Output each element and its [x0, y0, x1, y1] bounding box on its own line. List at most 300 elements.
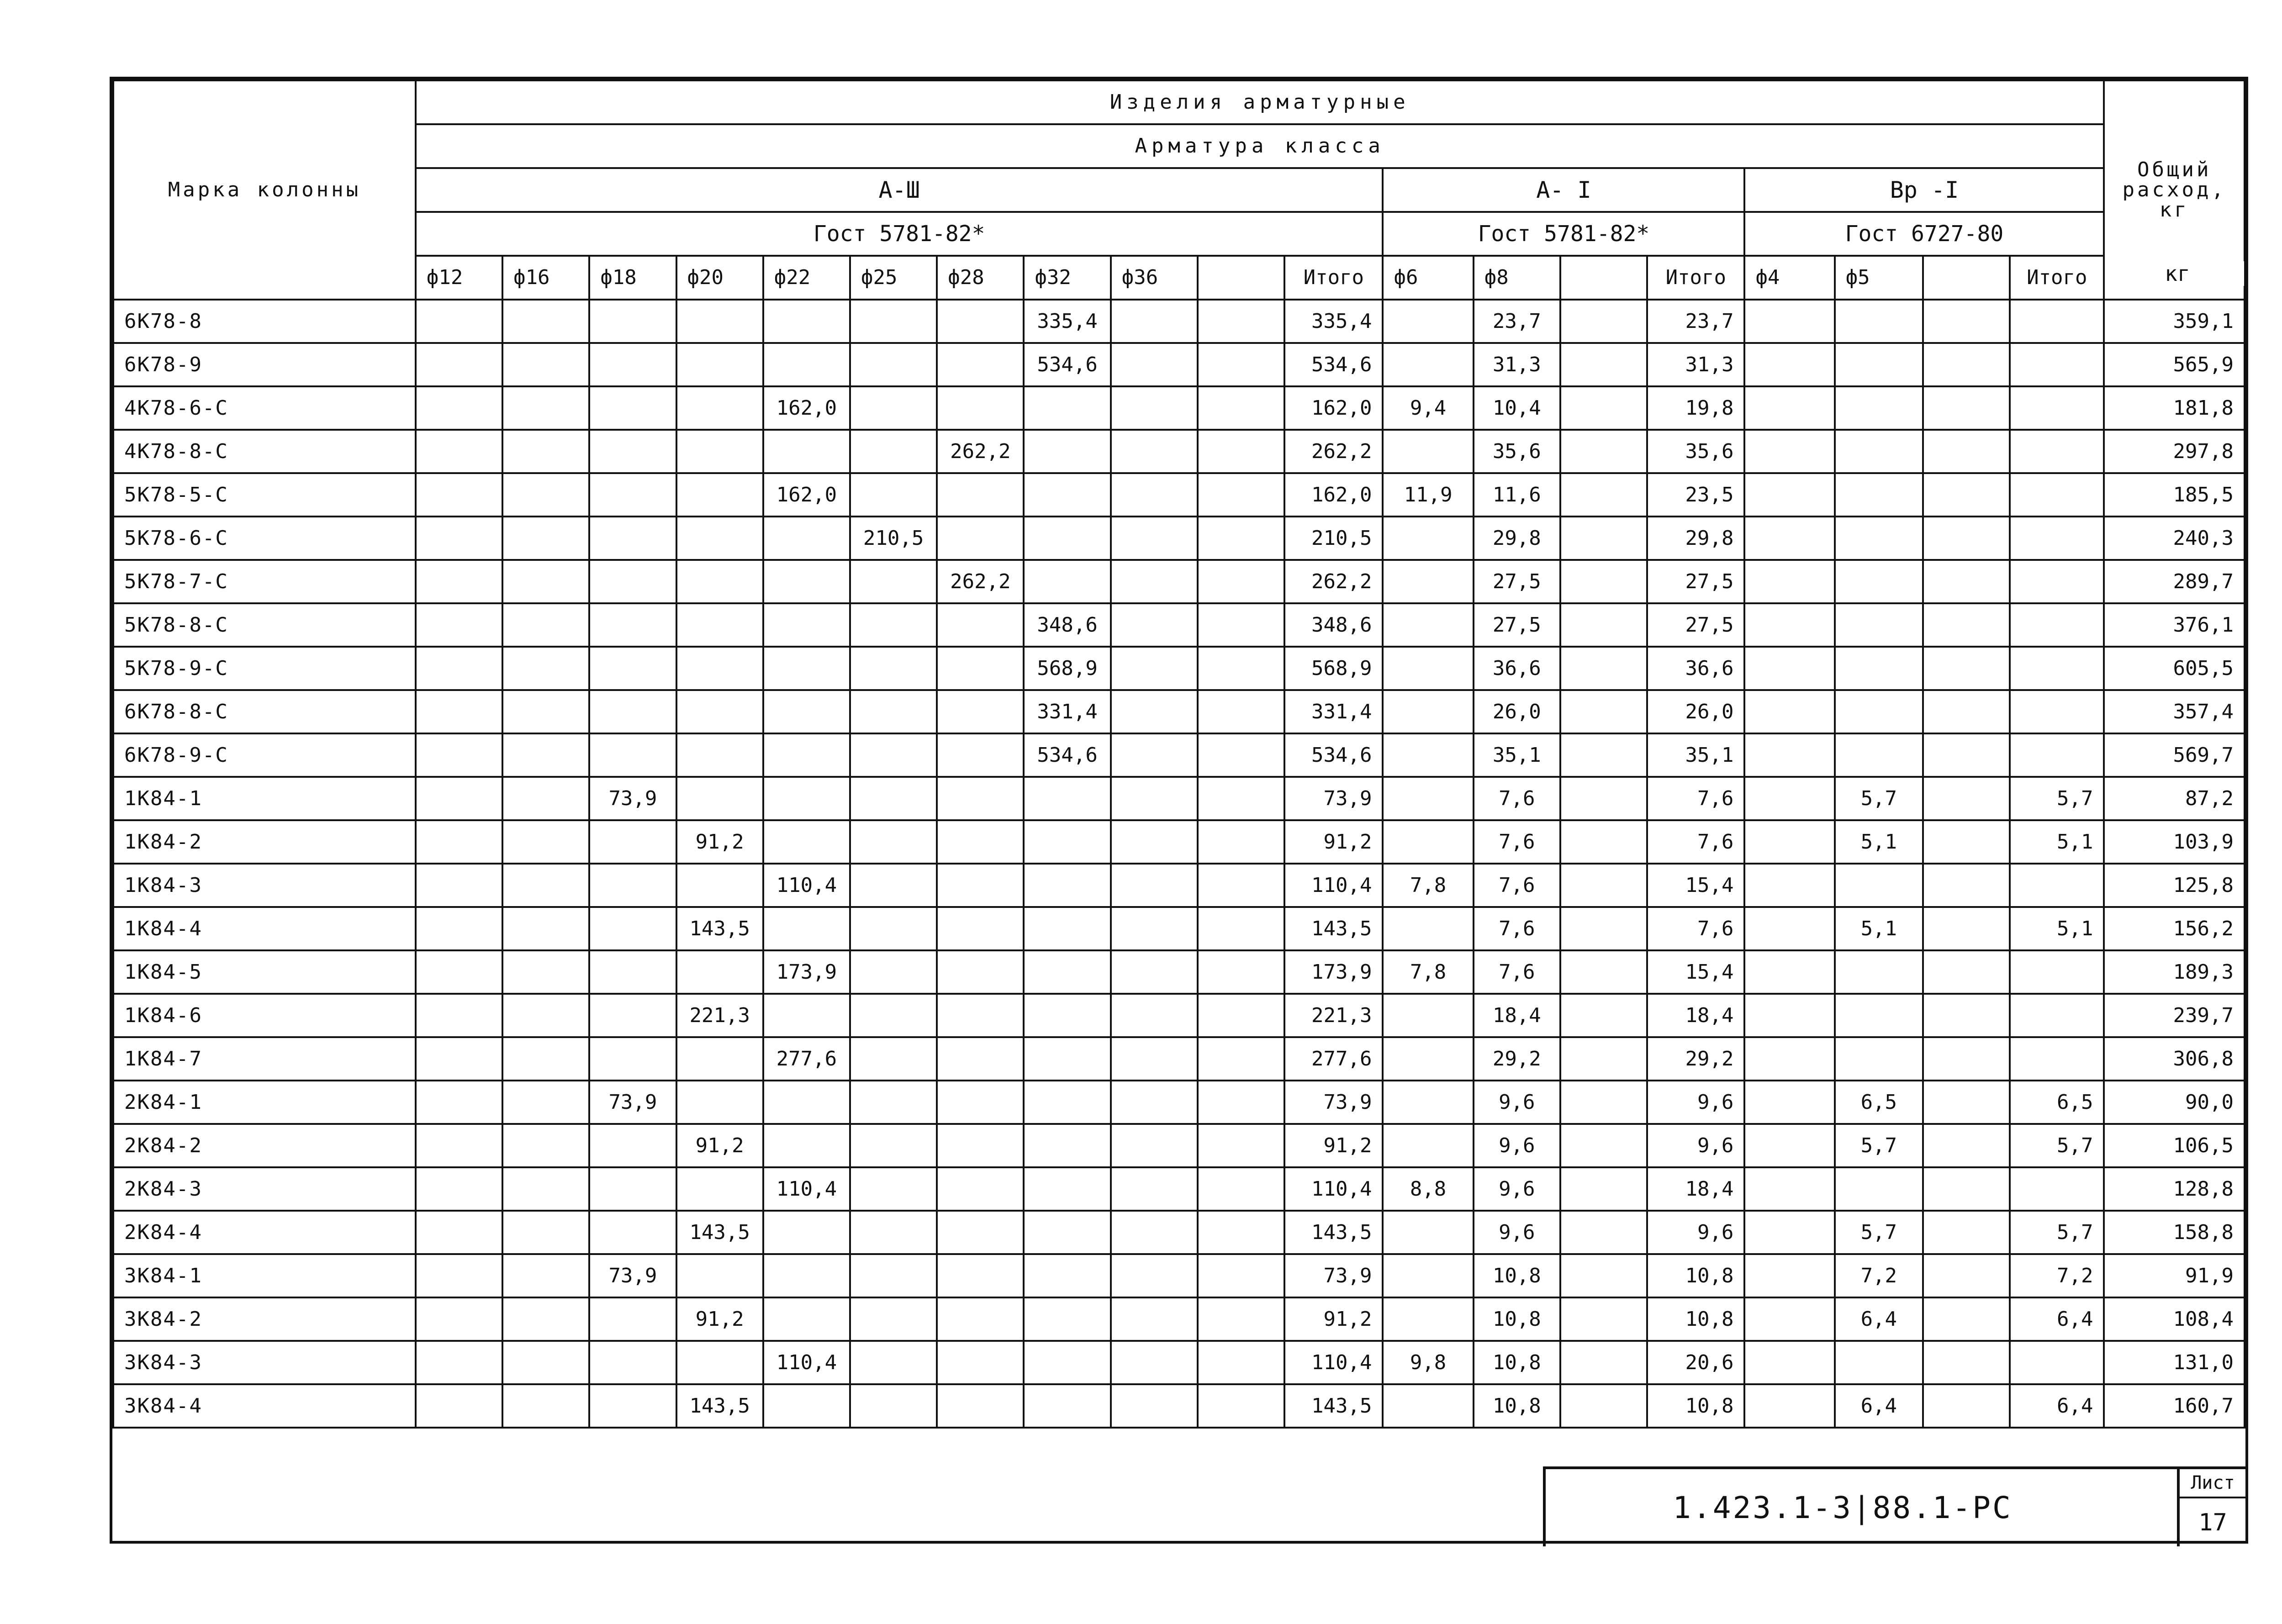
diameter-header: ф28	[937, 256, 1024, 300]
diameter-header: ф36	[1111, 256, 1198, 300]
value-cell	[850, 647, 937, 690]
value-cell	[937, 1167, 1024, 1211]
value-cell	[1835, 690, 1923, 733]
value-cell	[1560, 560, 1647, 603]
value-cell	[502, 1297, 589, 1341]
value-cell	[1383, 1081, 1473, 1124]
value-cell	[1835, 517, 1923, 560]
value-cell	[1111, 864, 1198, 907]
value-cell	[1024, 430, 1110, 473]
value-cell	[850, 1211, 937, 1254]
value-cell: 18,4	[1647, 1167, 1744, 1211]
column-mark-cell: 5К78-9-С	[113, 647, 416, 690]
value-cell	[850, 603, 937, 647]
value-cell	[850, 994, 937, 1037]
value-cell	[1923, 1254, 2010, 1297]
value-cell	[1198, 864, 1284, 907]
value-cell	[850, 300, 937, 343]
value-cell	[2010, 300, 2104, 343]
value-cell: 5,1	[1835, 820, 1923, 864]
diameter-header: ф6	[1383, 256, 1473, 300]
value-cell	[850, 907, 937, 950]
value-cell	[1198, 603, 1284, 647]
value-cell	[1024, 1211, 1110, 1254]
value-cell	[416, 820, 502, 864]
value-cell	[1744, 343, 1834, 386]
value-cell	[1744, 300, 1834, 343]
value-cell	[1835, 343, 1923, 386]
value-cell	[676, 1167, 763, 1211]
value-cell	[1111, 473, 1198, 517]
sheet-number: 17	[2198, 1508, 2227, 1536]
value-cell	[850, 430, 937, 473]
value-cell	[676, 647, 763, 690]
table-row	[113, 1167, 2245, 1211]
value-cell	[937, 473, 1024, 517]
value-cell	[1923, 777, 2010, 820]
value-cell	[676, 950, 763, 994]
value-cell: 27,5	[1474, 603, 1560, 647]
value-cell	[1198, 1081, 1284, 1124]
value-cell	[416, 603, 502, 647]
column-mark-cell: 3К84-1	[113, 1254, 416, 1297]
value-cell	[1383, 647, 1473, 690]
value-cell: 110,4	[1284, 1341, 1383, 1384]
value-cell: 262,2	[1284, 560, 1383, 603]
value-cell	[763, 1081, 850, 1124]
value-cell	[1198, 1297, 1284, 1341]
subtotal-header: Итого	[1647, 256, 1744, 300]
value-cell: 173,9	[1284, 950, 1383, 994]
value-cell	[1923, 1384, 2010, 1428]
value-cell: 221,3	[1284, 994, 1383, 1037]
value-cell	[1198, 1037, 1284, 1081]
value-cell	[1560, 777, 1647, 820]
value-cell	[1198, 820, 1284, 864]
diameter-header: ф12	[416, 256, 502, 300]
value-cell: 262,2	[937, 430, 1024, 473]
value-cell: 331,4	[1024, 690, 1110, 733]
value-cell	[589, 1124, 676, 1167]
value-cell	[1835, 1037, 1923, 1081]
value-cell	[1024, 1081, 1110, 1124]
value-cell	[1111, 907, 1198, 950]
value-cell: 11,6	[1474, 473, 1560, 517]
value-cell	[1744, 1081, 1834, 1124]
value-cell	[2010, 517, 2104, 560]
value-cell	[763, 994, 850, 1037]
value-cell	[676, 1341, 763, 1384]
value-cell	[416, 1167, 502, 1211]
value-cell	[502, 1341, 589, 1384]
value-cell	[937, 864, 1024, 907]
value-cell	[1111, 994, 1198, 1037]
table-row	[113, 560, 2245, 603]
value-cell: 36,6	[1647, 647, 1744, 690]
value-cell	[416, 647, 502, 690]
value-cell	[1111, 1384, 1198, 1428]
sheet-number-box	[2177, 1469, 2246, 1546]
value-cell	[850, 1297, 937, 1341]
value-cell	[1923, 343, 2010, 386]
column-mark-cell: 1К84-2	[113, 820, 416, 864]
value-cell: 26,0	[1647, 690, 1744, 733]
value-cell	[763, 603, 850, 647]
value-cell	[1744, 473, 1834, 517]
total-cell: 106,5	[2104, 1124, 2245, 1167]
value-cell	[1383, 300, 1473, 343]
value-cell	[1111, 950, 1198, 994]
value-cell	[676, 1254, 763, 1297]
value-cell	[1198, 733, 1284, 777]
value-cell	[1560, 1211, 1647, 1254]
value-cell	[937, 517, 1024, 560]
value-cell	[2010, 1037, 2104, 1081]
column-mark-cell: 4К78-6-С	[113, 386, 416, 430]
value-cell: 568,9	[1024, 647, 1110, 690]
value-cell: 18,4	[1474, 994, 1560, 1037]
value-cell	[589, 994, 676, 1037]
value-cell	[416, 733, 502, 777]
value-cell	[416, 1384, 502, 1428]
value-cell	[502, 994, 589, 1037]
value-cell	[1111, 1211, 1198, 1254]
value-cell	[937, 690, 1024, 733]
table-row	[113, 907, 2245, 950]
value-cell	[502, 950, 589, 994]
value-cell: 262,2	[937, 560, 1024, 603]
value-cell	[763, 1384, 850, 1428]
value-cell: 15,4	[1647, 950, 1744, 994]
value-cell	[1198, 777, 1284, 820]
column-mark-cell: 3К84-3	[113, 1341, 416, 1384]
value-cell	[763, 300, 850, 343]
value-cell	[676, 560, 763, 603]
value-cell	[1383, 690, 1473, 733]
value-cell	[2010, 647, 2104, 690]
value-cell	[502, 386, 589, 430]
table-row	[113, 1124, 2245, 1167]
total-cell: 160,7	[2104, 1384, 2245, 1428]
value-cell	[850, 1254, 937, 1297]
products-header: Изделия арматурные	[416, 80, 2104, 124]
value-cell: 31,3	[1647, 343, 1744, 386]
value-cell	[502, 1124, 589, 1167]
value-cell: 27,5	[1474, 560, 1560, 603]
value-cell: 5,7	[1835, 777, 1923, 820]
diameter-header	[1923, 256, 2010, 300]
value-cell	[1383, 994, 1473, 1037]
subtotal-header: Итого	[2010, 256, 2104, 300]
total-cell: 565,9	[2104, 343, 2245, 386]
value-cell	[1198, 994, 1284, 1037]
value-cell: 9,6	[1647, 1081, 1744, 1124]
diameter-header	[1198, 256, 1284, 300]
value-cell	[1835, 950, 1923, 994]
column-mark-cell: 3К84-2	[113, 1297, 416, 1341]
value-cell: 262,2	[1284, 430, 1383, 473]
diameter-header: ф8	[1474, 256, 1560, 300]
total-unit-label: кг	[2111, 261, 2244, 286]
value-cell	[416, 386, 502, 430]
value-cell: 7,6	[1647, 907, 1744, 950]
subtotal-header: Итого	[1284, 256, 1383, 300]
value-cell	[1383, 560, 1473, 603]
value-cell	[589, 733, 676, 777]
value-cell	[676, 777, 763, 820]
value-cell	[937, 300, 1024, 343]
value-cell: 162,0	[1284, 386, 1383, 430]
value-cell	[850, 1384, 937, 1428]
value-cell	[589, 386, 676, 430]
value-cell	[1744, 1341, 1834, 1384]
value-cell	[1111, 517, 1198, 560]
value-cell	[1198, 517, 1284, 560]
value-cell: 91,2	[676, 820, 763, 864]
value-cell: 568,9	[1284, 647, 1383, 690]
value-cell	[850, 864, 937, 907]
value-cell	[1835, 1341, 1923, 1384]
total-cell: 359,1	[2104, 300, 2245, 343]
value-cell	[1744, 690, 1834, 733]
value-cell	[937, 907, 1024, 950]
diameter-header	[1560, 256, 1647, 300]
value-cell	[1198, 386, 1284, 430]
rebar-class-header: Арматура класса	[416, 124, 2104, 168]
total-consumption-header: Общий расход, кг	[2104, 80, 2245, 300]
value-cell	[1744, 386, 1834, 430]
value-cell: 7,6	[1647, 777, 1744, 820]
value-cell: 143,5	[676, 1384, 763, 1428]
value-cell: 6,4	[2010, 1384, 2104, 1428]
value-cell: 143,5	[676, 1211, 763, 1254]
value-cell	[676, 473, 763, 517]
value-cell: 7,6	[1474, 820, 1560, 864]
value-cell	[502, 603, 589, 647]
value-cell	[1923, 386, 2010, 430]
table-row	[113, 1081, 2245, 1124]
value-cell: 173,9	[763, 950, 850, 994]
diameter-header: ф32	[1024, 256, 1110, 300]
value-cell	[1198, 1167, 1284, 1211]
total-cell: 240,3	[2104, 517, 2245, 560]
value-cell	[1198, 1124, 1284, 1167]
value-cell: 9,6	[1647, 1124, 1744, 1167]
value-cell	[1923, 1341, 2010, 1384]
value-cell	[1560, 994, 1647, 1037]
value-cell	[1923, 733, 2010, 777]
value-cell	[1923, 1211, 2010, 1254]
value-cell: 7,6	[1474, 777, 1560, 820]
value-cell	[1560, 1297, 1647, 1341]
value-cell: 335,4	[1284, 300, 1383, 343]
value-cell	[1111, 1037, 1198, 1081]
value-cell	[502, 1211, 589, 1254]
value-cell: 143,5	[676, 907, 763, 950]
value-cell	[502, 430, 589, 473]
value-cell	[502, 473, 589, 517]
value-cell	[1024, 994, 1110, 1037]
value-cell	[1024, 473, 1110, 517]
value-cell	[937, 1124, 1024, 1167]
value-cell	[850, 820, 937, 864]
value-cell	[1198, 1254, 1284, 1297]
value-cell	[1198, 473, 1284, 517]
value-cell	[850, 560, 937, 603]
total-cell: 306,8	[2104, 1037, 2245, 1081]
value-cell	[763, 1297, 850, 1341]
value-cell	[1560, 300, 1647, 343]
class-a1-header: А- I	[1383, 168, 1744, 212]
value-cell	[1560, 690, 1647, 733]
table-row	[113, 994, 2245, 1037]
value-cell: 20,6	[1647, 1341, 1744, 1384]
value-cell	[502, 1037, 589, 1081]
value-cell: 162,0	[763, 386, 850, 430]
table-row	[113, 603, 2245, 647]
value-cell: 91,2	[1284, 1297, 1383, 1341]
value-cell	[416, 1037, 502, 1081]
value-cell	[1744, 994, 1834, 1037]
value-cell: 36,6	[1474, 647, 1560, 690]
value-cell	[850, 733, 937, 777]
value-cell	[763, 1254, 850, 1297]
value-cell	[937, 343, 1024, 386]
value-cell: 27,5	[1647, 603, 1744, 647]
total-cell: 156,2	[2104, 907, 2245, 950]
value-cell	[589, 560, 676, 603]
value-cell	[1923, 430, 2010, 473]
value-cell: 35,6	[1474, 430, 1560, 473]
value-cell	[1835, 603, 1923, 647]
table-row	[113, 430, 2245, 473]
value-cell	[1923, 300, 2010, 343]
value-cell	[589, 690, 676, 733]
value-cell	[589, 1341, 676, 1384]
value-cell	[502, 300, 589, 343]
total-cell: 185,5	[2104, 473, 2245, 517]
value-cell: 6,4	[1835, 1297, 1923, 1341]
value-cell	[937, 777, 1024, 820]
document-code: 1.423.1-3|88.1-РС	[1673, 1490, 2013, 1525]
value-cell	[502, 777, 589, 820]
total-cell: 376,1	[2104, 603, 2245, 647]
value-cell: 35,6	[1647, 430, 1744, 473]
value-cell	[1111, 1297, 1198, 1341]
value-cell: 5,7	[1835, 1124, 1923, 1167]
value-cell	[1111, 603, 1198, 647]
value-cell	[850, 343, 937, 386]
value-cell: 110,4	[1284, 1167, 1383, 1211]
value-cell: 10,8	[1474, 1254, 1560, 1297]
value-cell	[589, 864, 676, 907]
value-cell	[763, 430, 850, 473]
value-cell	[1198, 1341, 1284, 1384]
total-cell: 128,8	[2104, 1167, 2245, 1211]
value-cell	[1111, 343, 1198, 386]
column-mark-cell: 5К78-8-С	[113, 603, 416, 647]
value-cell	[1383, 1211, 1473, 1254]
value-cell: 29,8	[1474, 517, 1560, 560]
column-mark-cell: 5К78-5-С	[113, 473, 416, 517]
table-row	[113, 647, 2245, 690]
value-cell	[502, 907, 589, 950]
value-cell	[763, 647, 850, 690]
value-cell	[1024, 1037, 1110, 1081]
value-cell	[1383, 820, 1473, 864]
value-cell	[1923, 1081, 2010, 1124]
value-cell	[850, 950, 937, 994]
table-row	[113, 820, 2245, 864]
value-cell	[1111, 733, 1198, 777]
value-cell: 331,4	[1284, 690, 1383, 733]
value-cell: 162,0	[1284, 473, 1383, 517]
value-cell	[1383, 1384, 1473, 1428]
value-cell	[1923, 517, 2010, 560]
column-mark-cell: 1К84-1	[113, 777, 416, 820]
value-cell	[1744, 647, 1834, 690]
value-cell	[589, 1297, 676, 1341]
value-cell: 6,5	[2010, 1081, 2104, 1124]
value-cell	[1111, 1124, 1198, 1167]
total-cell: 91,9	[2104, 1254, 2245, 1297]
total-cell: 181,8	[2104, 386, 2245, 430]
value-cell	[763, 343, 850, 386]
value-cell	[1835, 300, 1923, 343]
value-cell: 110,4	[763, 1167, 850, 1211]
value-cell: 10,8	[1474, 1341, 1560, 1384]
gost-a3-header: Гост 5781-82*	[416, 212, 1383, 256]
value-cell	[2010, 1341, 2104, 1384]
value-cell	[589, 820, 676, 864]
value-cell	[1923, 1297, 2010, 1341]
value-cell	[937, 1384, 1024, 1428]
value-cell	[416, 907, 502, 950]
value-cell	[1111, 777, 1198, 820]
value-cell	[1383, 907, 1473, 950]
value-cell	[1560, 864, 1647, 907]
value-cell: 11,9	[1383, 473, 1473, 517]
value-cell	[937, 820, 1024, 864]
value-cell	[1383, 733, 1473, 777]
value-cell	[1923, 1167, 2010, 1211]
value-cell: 10,4	[1474, 386, 1560, 430]
value-cell	[1923, 864, 2010, 907]
value-cell	[1560, 430, 1647, 473]
table-row	[113, 777, 2245, 820]
value-cell: 7,2	[2010, 1254, 2104, 1297]
value-cell	[1923, 994, 2010, 1037]
value-cell	[502, 1167, 589, 1211]
value-cell	[1383, 1254, 1473, 1297]
value-cell	[1024, 560, 1110, 603]
value-cell	[416, 994, 502, 1037]
value-cell	[2010, 1167, 2104, 1211]
value-cell	[1111, 1081, 1198, 1124]
value-cell: 534,6	[1024, 733, 1110, 777]
value-cell	[1560, 1341, 1647, 1384]
total-cell: 289,7	[2104, 560, 2245, 603]
value-cell	[1024, 1384, 1110, 1428]
value-cell: 73,9	[589, 1081, 676, 1124]
value-cell	[1835, 647, 1923, 690]
value-cell	[416, 1297, 502, 1341]
value-cell	[1024, 386, 1110, 430]
value-cell: 10,8	[1647, 1297, 1744, 1341]
value-cell	[1111, 1341, 1198, 1384]
value-cell	[1383, 1297, 1473, 1341]
value-cell	[1923, 603, 2010, 647]
